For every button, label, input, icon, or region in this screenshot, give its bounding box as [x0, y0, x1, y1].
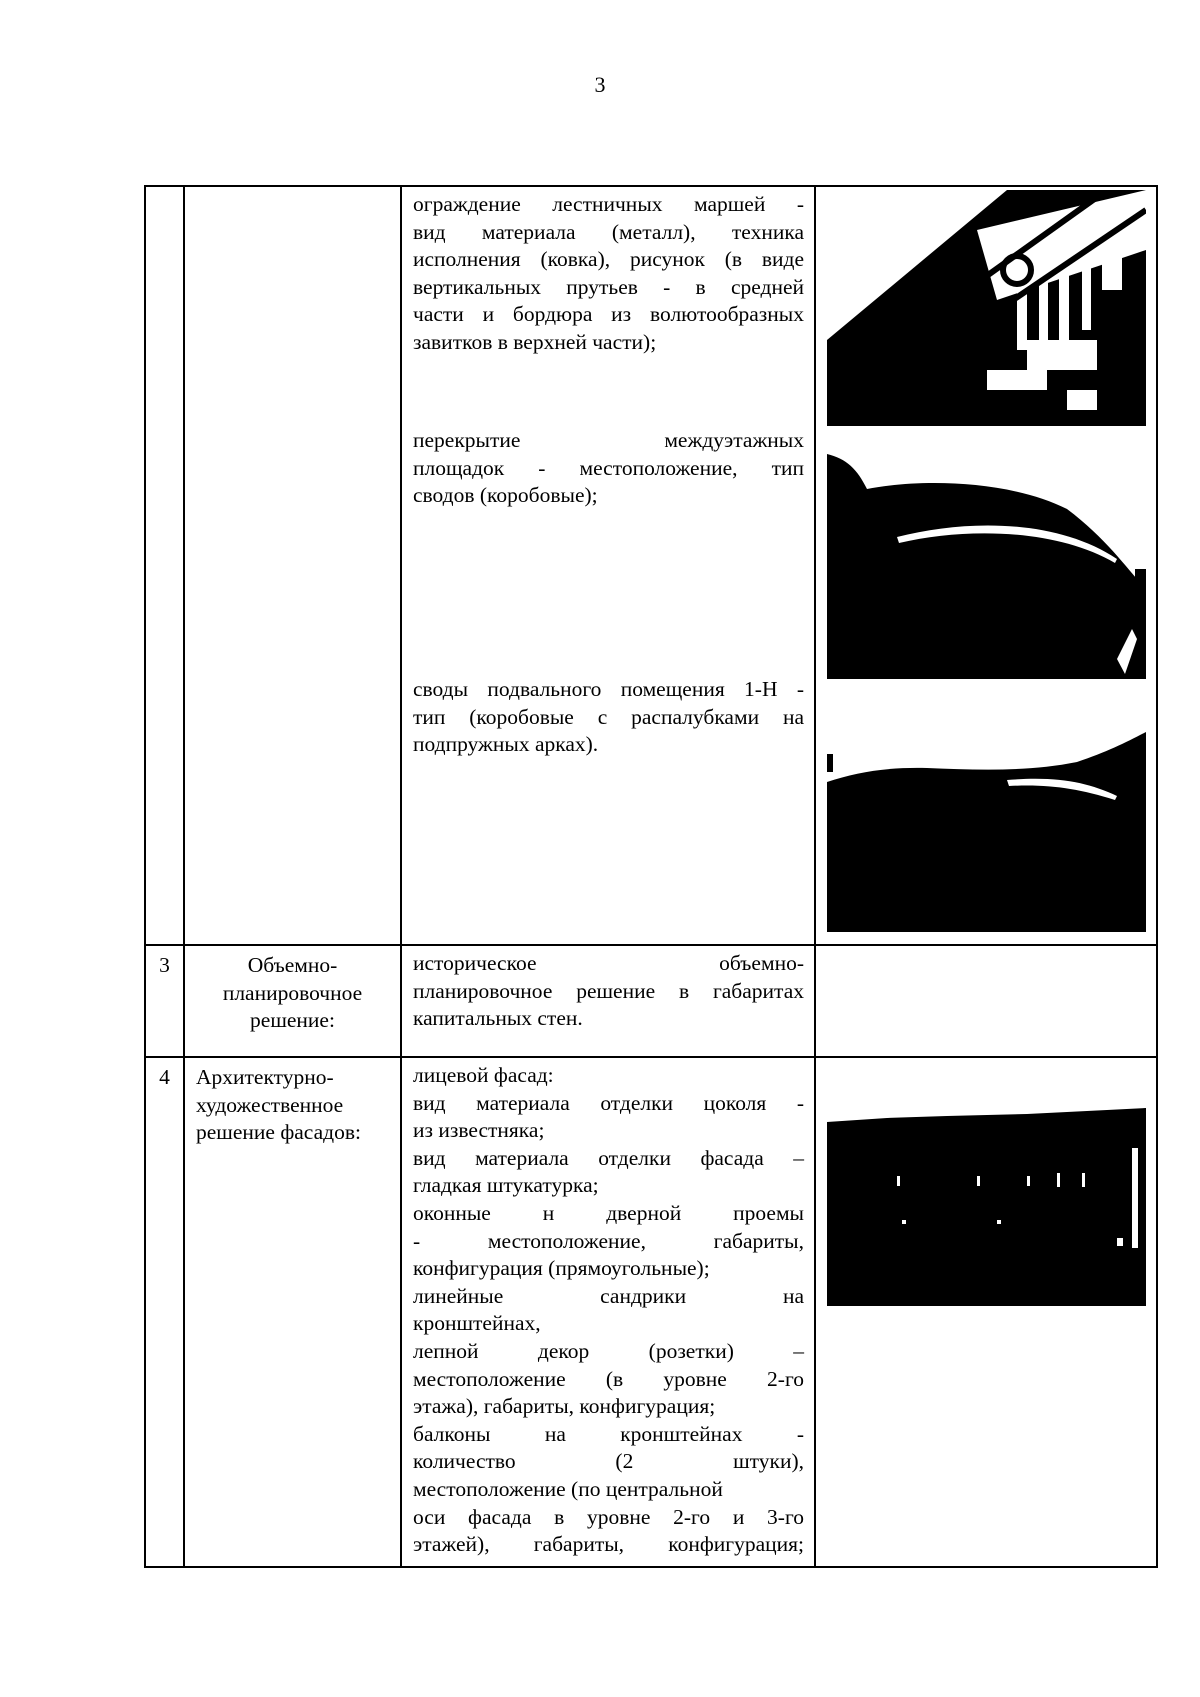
facade-photo — [827, 1078, 1146, 1306]
row-number-cell — [145, 186, 184, 945]
photo-cell — [815, 945, 1157, 1057]
row-name-cell: Объемно- планировочное решение: — [184, 945, 401, 1057]
railing-description: ограждение лестничных маршей - вид материала (металл), техника исполнения (ковка), рисунок (в виде вертикальных прутьев - в средней части и бордюра из волютообразных завитков в верхней части); — [413, 192, 804, 354]
photo-cell — [815, 186, 1157, 945]
volume-planning-description: историческое объемно- планировочное решение в габаритах капитальных стен. — [413, 951, 804, 1031]
facade-description: лицевой фасад: вид материала отделки цоколя - из известняка; вид материала отделки фасада – гладкая штукатурка; оконные н дверной проемы - местоположение, габариты, конфигурация (прямоугольные); линейные сандрики на кронштейнах, лепной декор (розетки) – местоположение (в уровне 2-го этажа), габариты, конфигурация; балконы на кронштейнах - количество (2 штуки), местоположение (по центральной оси фасада в уровне 2-го и 3-го этажей), габариты, конфигурация; — [413, 1063, 804, 1557]
basement-vault-description: своды подвального помещения 1-Н - тип (коробовые с распалубками на подпружных арках). — [413, 677, 804, 757]
table-row — [145, 945, 1157, 1057]
row-number-cell: 4 — [145, 1057, 184, 1567]
document-table — [144, 185, 1158, 1568]
page-number: 3 — [594, 72, 606, 97]
table-row — [145, 1057, 1157, 1567]
basement-vault-photo — [827, 692, 1146, 932]
interfloor-vault-description: перекрытие междуэтажных площадок - местоположение, тип сводов (коробовые); — [413, 428, 804, 508]
row-number-cell: 3 — [145, 945, 184, 1057]
row-name-cell: Архитектурно- художественное решение фасадов: — [184, 1057, 401, 1567]
description-cell — [401, 1057, 815, 1567]
description-cell — [401, 186, 815, 945]
staircase-railing-photo — [827, 190, 1146, 426]
interfloor-vault-photo — [827, 439, 1146, 679]
table-row — [145, 186, 1157, 945]
description-cell — [401, 945, 815, 1057]
row-name-cell — [184, 186, 401, 945]
photo-cell — [815, 1057, 1157, 1567]
